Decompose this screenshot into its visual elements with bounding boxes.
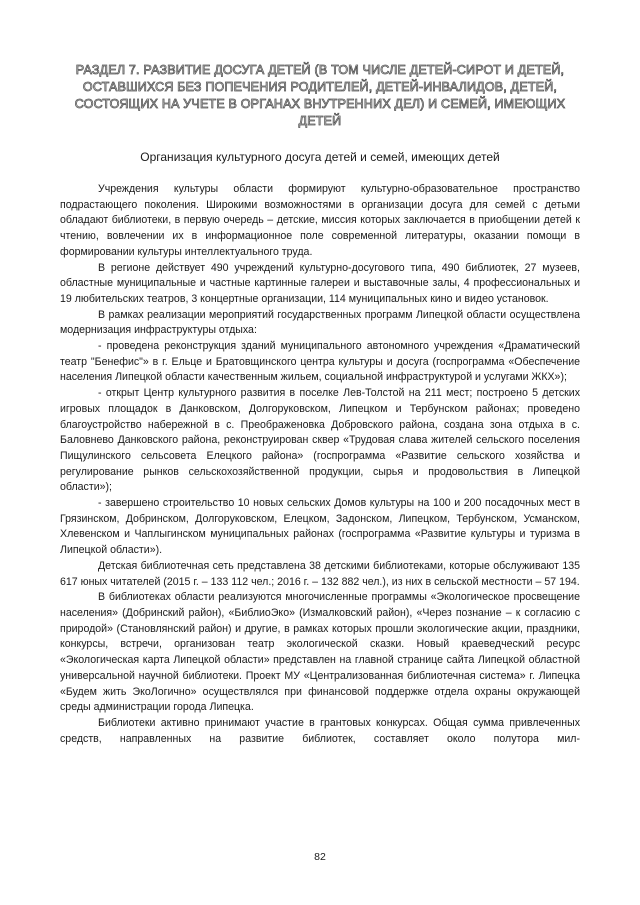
section-title: РАЗДЕЛ 7. РАЗВИТИЕ ДОСУГА ДЕТЕЙ (В ТОМ ЧИСЛЕ ДЕТЕЙ-СИРОТ И ДЕТЕЙ, ОСТАВШИХСЯ БЕЗ ПОПЕЧЕНИЯ РОДИТЕЛЕЙ, ДЕТЕЙ-ИНВАЛИДОВ, ДЕТЕЙ, СОСТОЯЩИХ НА УЧЕТЕ В ОРГАНАХ ВНУТРЕННИХ ДЕЛ) И СЕМЕЙ, ИМЕЮЩИХ ДЕТЕЙ xyxy=(74,63,566,128)
paragraph: Библиотеки активно принимают участие в грантовых конкурсах. Общая сумма привлеченных средств, направленных на развитие библиотек, составляет около полутора мил- xyxy=(60,716,580,745)
paragraph: В регионе действует 490 учреждений культурно-досугового типа, 490 библиотек, 27 музеев, областные муниципальные и частные картинные галереи и выставочные залы, 4 профессиональных и 19 любительских театров, 3 концертные организации, 114 муниципальных кино и видео установок. xyxy=(60,261,580,305)
page-number: 82 xyxy=(314,851,326,863)
body-text xyxy=(60,182,580,747)
paragraph-list-item: - проведена реконструкция зданий муниципального автономного учреждения «Драматический театр "Бенефис"» в г. Ельце и Братовщинского центра культуры и досуга (госпрограмма «Обеспечение населения Липецкой области качественным жильем, социальной инфраструктурой и услугами ЖКХ»); xyxy=(60,340,580,384)
paragraph: В рамках реализации мероприятий государственных программ Липецкой области осуществлена модернизация инфраструктуры отдыха: xyxy=(60,308,580,337)
paragraph-list-item: - открыт Центр культурного развития в поселке Лев-Толстой на 211 мест; построено 5 детских игровых площадок в Данковском, Долгоруковском, Липецком и Тербунском районах; проведено благоустройство набережной в с. Преображеновка Добровского района, создана зона отдыха в с. Баловнево Данковского района, реконструирован сквер «Трудовая слава жителей сельского поселения Пищулинского сельсовета Елецкого района» (госпрограмма «Развитие сельского хозяйства и регулирование рынков сельскохозяйственной продукции, сырья и продовольствия в Липецкой области»); xyxy=(60,387,580,494)
subtitle: Организация культурного досуга детей и семей, имеющих детей xyxy=(140,150,500,164)
paragraph: Учреждения культуры области формируют культурно-образовательное пространство подрастающего поколения. Широкими возможностями в организации досуга для семей с детьми обладают библиотеки, в первую очередь – детские, миссия которых заключается в приобщении детей к чтению, вовлечении их в информационное поле современной литературы, оказании помощи в формировании культуры интеллектуального труда. xyxy=(60,183,580,258)
paragraph: В библиотеках области реализуются многочисленные программы «Экологическое просвещение населения» (Добринский район), «БиблиоЭко» (Измалковский район), «Через познание – к согласию с природой» (Становлянский район) и другие, в рамках которых прошли экологические акции, праздники, конкурсы, встречи, организован театр экологической сказки. Новый краеведческий ресурс «Экологическая карта Липецкой области» представлен на главной странице сайта Липецкой областной универсальной научной библиотеки. Проект МУ «Централизованная библиотечная система» г. Липецка «Будем жить ЭкоЛогично» осуществлялся при финансовой поддержке отдела охраны окружающей среды администрации города Липецка. xyxy=(60,591,580,714)
paragraph-list-item: - завершено строительство 10 новых сельских Домов культуры на 100 и 200 посадочных мест в Грязинском, Добринском, Долгоруковском, Елецком, Задонском, Липецком, Тербунском, Усманском, Хлевенском и Чаплыгинском муниципальных районах (госпрограмма «Развитие культуры и туризма в Липецкой области»). xyxy=(60,497,580,557)
paragraph: Детская библиотечная сеть представлена 38 детскими библиотеками, которые обслуживают 135 617 юных читателей (2015 г. – 133 112 чел.; 2016 г. – 132 882 чел.), из них в сельской местности – 57 194. xyxy=(60,559,580,588)
